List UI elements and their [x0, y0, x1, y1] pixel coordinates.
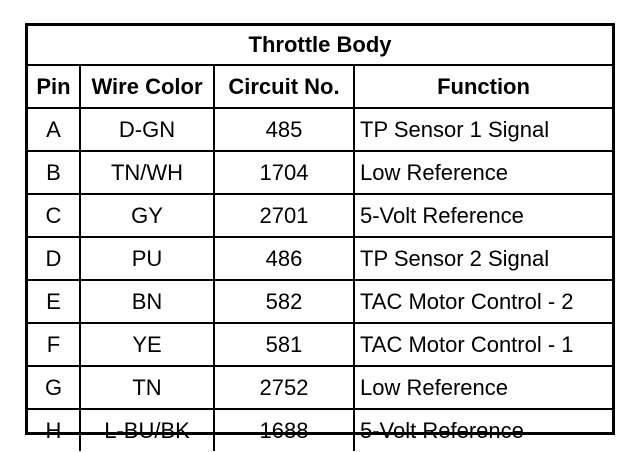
function-cell: 5-Volt Reference	[354, 409, 612, 451]
function-cell: TP Sensor 2 Signal	[354, 237, 612, 280]
function-cell: TAC Motor Control - 2	[354, 280, 612, 323]
pin-cell: D	[28, 237, 80, 280]
table-title: Throttle Body	[28, 26, 612, 65]
pin-cell: H	[28, 409, 80, 451]
table-row	[28, 280, 612, 323]
header-function: Function	[354, 65, 612, 108]
throttle-body-connector-table	[28, 26, 612, 451]
pin-cell: E	[28, 280, 80, 323]
table-row	[28, 194, 612, 237]
wire-color-cell: BN	[80, 280, 214, 323]
wire-color-cell: PU	[80, 237, 214, 280]
table-row	[28, 237, 612, 280]
wire-color-cell: D-GN	[80, 108, 214, 151]
function-cell: TAC Motor Control - 1	[354, 323, 612, 366]
circuit-cell: 2752	[214, 366, 354, 409]
circuit-cell: 581	[214, 323, 354, 366]
header-pin: Pin	[28, 65, 80, 108]
function-cell: TP Sensor 1 Signal	[354, 108, 612, 151]
circuit-cell: 485	[214, 108, 354, 151]
function-cell: 5-Volt Reference	[354, 194, 612, 237]
header-circuit-no: Circuit No.	[214, 65, 354, 108]
pin-cell: C	[28, 194, 80, 237]
table-row	[28, 323, 612, 366]
table-row	[28, 151, 612, 194]
pin-cell: A	[28, 108, 80, 151]
table-row	[28, 409, 612, 451]
pin-cell: G	[28, 366, 80, 409]
circuit-cell: 582	[214, 280, 354, 323]
function-cell: Low Reference	[354, 366, 612, 409]
table-header-row	[28, 65, 612, 108]
circuit-cell: 1704	[214, 151, 354, 194]
table-title-row	[28, 26, 612, 65]
table-row	[28, 108, 612, 151]
pin-cell: F	[28, 323, 80, 366]
circuit-cell: 486	[214, 237, 354, 280]
circuit-cell: 1688	[214, 409, 354, 451]
wire-color-cell: L-BU/BK	[80, 409, 214, 451]
function-cell: Low Reference	[354, 151, 612, 194]
header-wire-color: Wire Color	[80, 65, 214, 108]
table-row	[28, 366, 612, 409]
wire-color-cell: TN/WH	[80, 151, 214, 194]
wire-color-cell: TN	[80, 366, 214, 409]
wire-color-cell: GY	[80, 194, 214, 237]
connector-table-frame	[25, 23, 615, 443]
pin-cell: B	[28, 151, 80, 194]
wire-color-cell: YE	[80, 323, 214, 366]
circuit-cell: 2701	[214, 194, 354, 237]
